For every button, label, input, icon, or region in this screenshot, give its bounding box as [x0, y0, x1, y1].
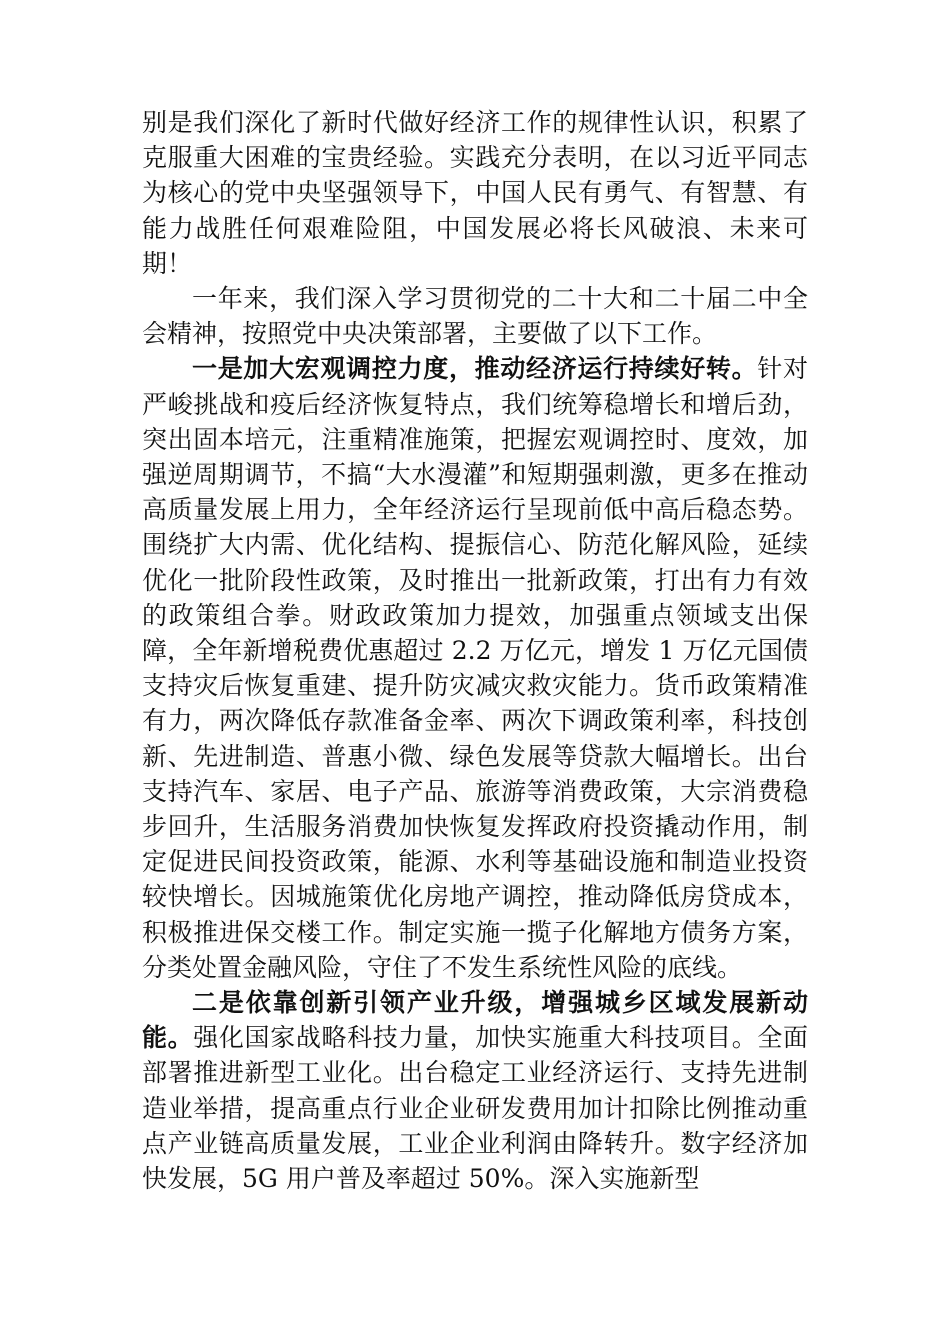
paragraph-body: 别是我们深化了新时代做好经济工作的规律性认识，积累了克服重大困难的宝贵经验。实践充分表明，在以习近平同志为核心的党中央坚强领导下，中国人民有勇气、有智慧、有能力战胜任何艰难险阻，中国发展必将长风破浪、未来可期！	[142, 108, 808, 278]
paragraph-continuation	[142, 105, 808, 281]
paragraph-heading: 二是依靠创新引领产业升级，增强城乡区域发展新动能。	[142, 988, 808, 1053]
paragraph-innovation	[142, 985, 808, 1196]
paragraph-body: 一年来，我们深入学习贯彻党的二十大和二十届二中全会精神，按照党中央决策部署，主要做了以下工作。	[142, 284, 808, 349]
paragraph-body: 强化国家战略科技力量，加快实施重大科技项目。全面部署推进新型工业化。出台稳定工业经济运行、支持先进制造业举措，提高重点行业企业研发费用加计扣除比例推动重点产业链高质量发展，工业企业利润由降转升。数字经济加快发展，5G 用户普及率超过 50%。深入实施新型	[142, 1023, 808, 1194]
paragraph-intro	[142, 281, 808, 351]
document-page	[142, 105, 808, 1196]
paragraph-heading: 一是加大宏观调控力度，推动经济运行持续好转。	[192, 354, 758, 384]
paragraph-body: 针对严峻挑战和疫后经济恢复特点，我们统筹稳增长和增后劲，突出固本培元，注重精准施策，把握宏观调控时、度效，加强逆周期调节，不搞“大水漫灌”和短期强刺激，更多在推动高质量发展上用力，全年经济运行呈现前低中高后稳态势。围绕扩大内需、优化结构、提振信心、防范化解风险，延续优化一批阶段性政策，及时推出一批新政策，打出有力有效的政策组合拳。财政政策加力提效，加强重点领域支出保障，全年新增税费优惠超过 2.2 万亿元，增发 1 万亿元国债支持灾后恢复重建、提升防灾减灾救灾能力。货币政策精准有力，两次降低存款准备金率、两次下调政策利率，科技创新、先进制造、普惠小微、绿色发展等贷款大幅增长。出台支持汽车、家居、电子产品、旅游等消费政策，大宗消费稳步回升，生活服务消费加快恢复发挥政府投资撬动作用，制定促进民间投资政策，能源、水利等基础设施和制造业投资较快增长。因城施策优化房地产调控，推动降低房贷成本，积极推进保交楼工作。制定实施一揽子化解地方债务方案，分类处置金融风险，守住了不发生系统性风险的底线。	[142, 354, 808, 982]
paragraph-macro-control	[142, 351, 808, 985]
